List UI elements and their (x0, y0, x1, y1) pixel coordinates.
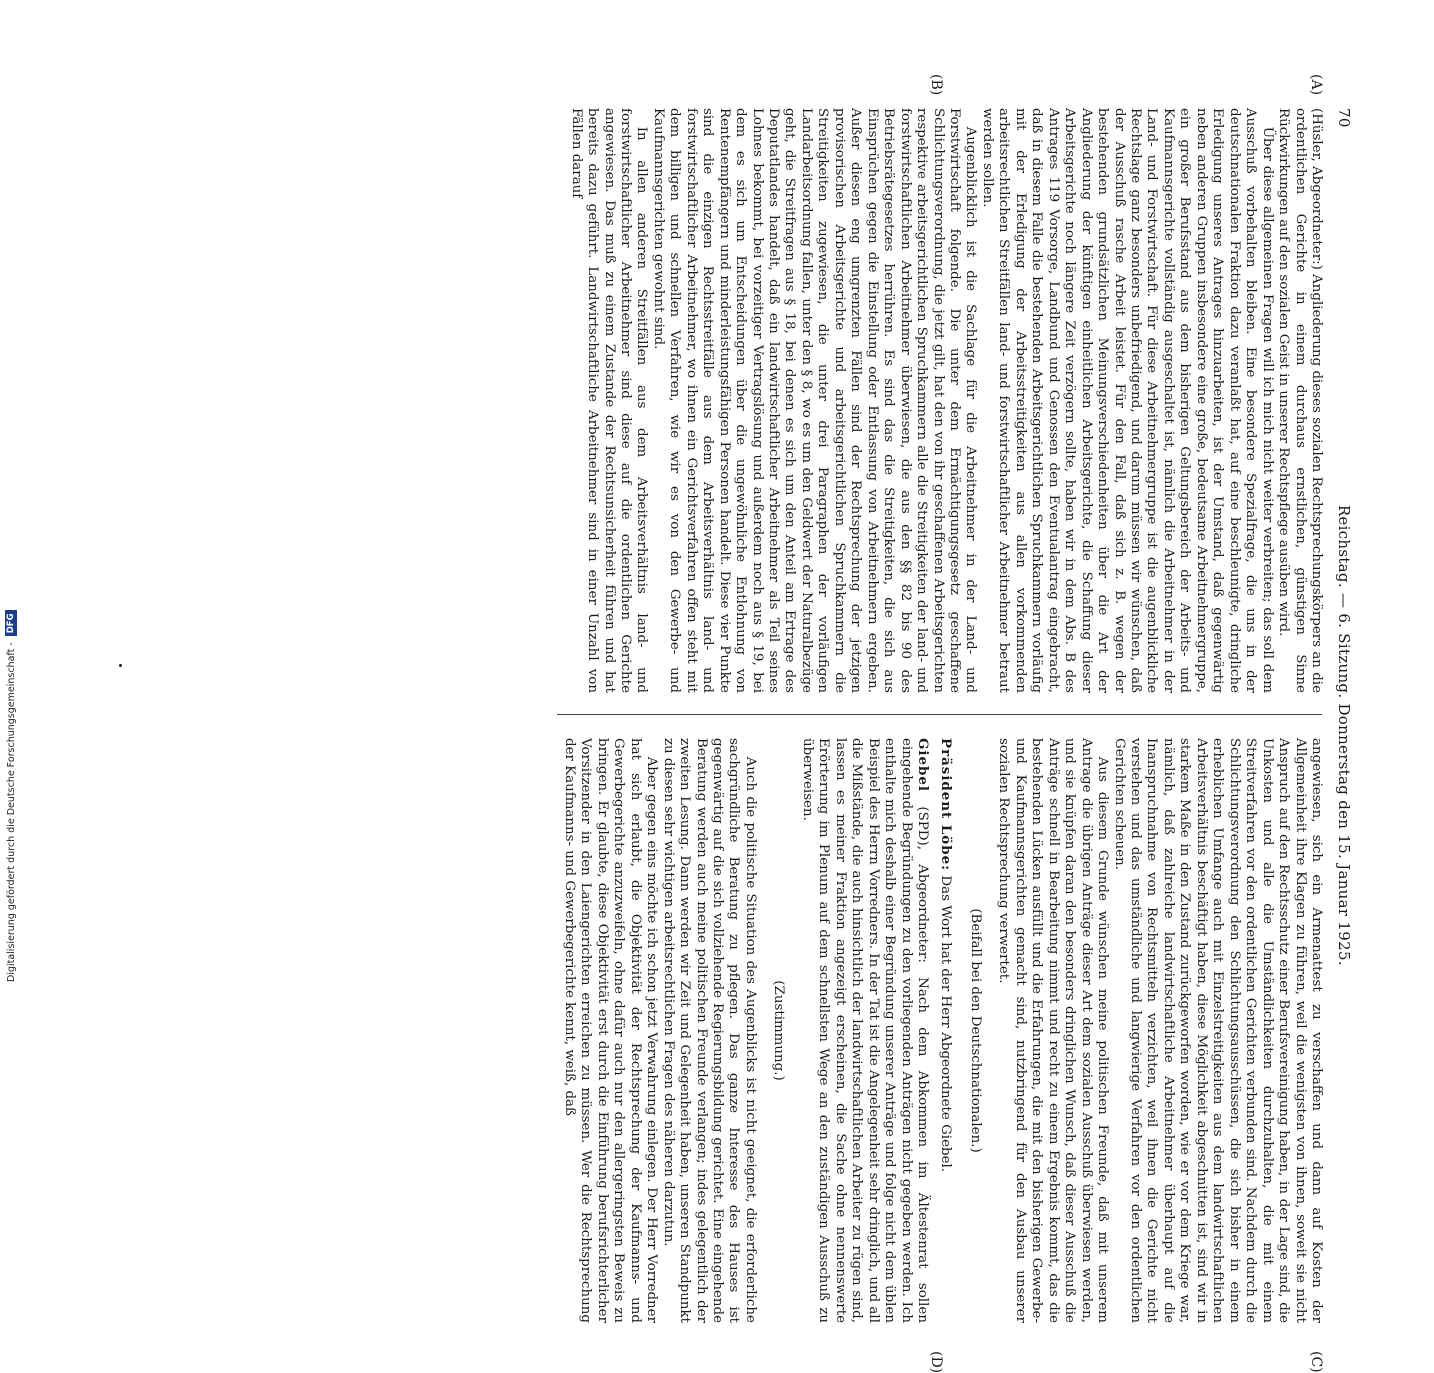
page-title: Reichstag. — 6. Sitzung. Donnerstag den 15. Januar 1925. (1335, 504, 1353, 966)
credit-text: Digitalisierung gefördert durch die Deutsche Forschungsgemeinschaft - (5, 642, 17, 982)
paragraph: Aber gegen eins möchte ich schon jetzt Verwahrung einlegen. Der Herr Vorredner hat sich erlaubt, die Objektivität der Rechtsprechung der Kaufmanns- und Gewerbegerichte anzuzweifeln, ohne dafür auch nur den allergeringsten Beweis zu bringen. Er glaubte, diese Objektivität erst durch die Einführung berufsrichterlicher Vorsitzender in den Laiengerichten erreichen zu müssen. Wer die Rechtsprechung der Kaufmanns- und Gewerbegerichte kennt, weiß, daß (561, 738, 660, 1323)
column-divider (557, 714, 1322, 715)
margin-letter-a: (A) (1308, 74, 1324, 96)
speaker-party: (SPD), Abgeordneter: (915, 806, 931, 963)
paragraph: (Hüsler, Abgeordneter:) Angliederung dieses sozialen Rechtsprechungskörpers an die ordentlichen Gerichte in einem durchaus ernstlichen, günstigen Sinne Rückwirkungen auf den sozialen Geist in unserer Rechtspflege ausüben wird. (1276, 108, 1324, 693)
giebel-speech-intro (798, 738, 931, 1323)
page-header (1326, 108, 1352, 1343)
applause-note: (Beifall bei den Deutschnationalen.) (967, 908, 983, 1153)
dfg-logo: DFG (5, 610, 17, 636)
left-column (567, 108, 1324, 693)
agreement-note: (Zustimmung.) (771, 980, 787, 1081)
paragraph: Über diese allgemeinen Fragen will ich mich nicht weiter verbreiten; das soll dem Ausschuß vorbehalten bleiben. Eine besondere Spezialfrage, die uns in der deutschnationalen Fraktion dazu veranlaßt hat, auf eine beschleunigte, dringliche Erledigung unseres Antrages hinzuarbeiten, ist der Umstand, daß gegenwärtig neben anderen Gruppen insbesondere eine große, bedeutsame Arbeitnehmergruppe, ein großer Berufsstand aus dem bisherigen Geltungsbereich der Arbeits- und Kaufmannsgerichte vollständig ausgeschaltet ist, nämlich die Arbeitnehmer in der Land- und Forstwirtschaft. Für diese Arbeitnehmergruppe ist die augenblickliche Rechtslage ganz besonders unbefriedigend, und darum müssen wir wünschen, daß der Ausschuß rasche Arbeit leistet. Für den Fall, daß sich z. B. wegen der bestehenden grundsätzlichen Meinungsverschiedenheiten über die Art der Angliederung der künftigen einheitlichen Arbeitsgerichte, die Schaffung dieser Arbeitsgerichte noch längere Zeit verzögern sollte, haben wir in dem Abs. B des Antrages 119 Vorsorge, Landbund und Genossen den Eventualantrag eingebracht, daß in diesem Falle die bestehenden Arbeitsgerichtlichen Spruchkammern vorläufig mit der Erledigung der Arbeitsstreitigkeiten aus allen vorkommenden arbeitsrechtlichen Streitfällen land- und forstwirtschaftlicher Arbeitnehmer betraut werden sollen. (979, 108, 1275, 693)
ink-speck (119, 664, 122, 667)
margin-letter-d: (D) (928, 1351, 944, 1373)
president-remark (937, 738, 954, 1323)
page-number: 70 (1335, 108, 1353, 128)
speaker-name: Präsident Löbe: (938, 738, 955, 872)
rotated-newspaper-page (117, 74, 1353, 1373)
paragraph: Auch die politische Situation des Augenblicks ist nicht geeignet, die erforderliche sachgründliche Beratung zu pflegen. Das ganze Interesse des Hauses ist gegenwärtig auf die sich vollziehende Regierungsbildung gerichtet. Eine eingehende Beratung werden auch meine politischen Freunde verlangen; indes gelegentlich der zweiten Lesung. Dann werden wir Zeit und Gelegenheit haben, unseren Standpunkt zu diesen sehr wichtigen arbeitsrechtlichen Fragen des näheren darzutun. (660, 738, 758, 1323)
digitization-credit (4, 0, 18, 1000)
paragraph: Augenblicklich ist die Sachlage für die Arbeitnehmer in der Land- und Forstwirtschaft folgende. Die unter dem Ermächtigungsgesetz geschaffene Schlichtungsverordnung, die jetzt gilt, hat den von ihr geschaffenen Arbeitsgerichten respektive arbeitsgerichtlichen Spruchkammern alle die Streitigkeiten der land- und forstwirtschaftlichen Arbeitnehmer überwiesen, die aus den §§ 82 bis 90 des Betriebsrätegesetzes herrühren. Es sind das die Streitigkeiten, die sich aus Einsprüchen gegen die Einstellung oder Entlassung von Arbeitnehmern ergeben. Außer diesen eng umgrenzten Fällen sind der Rechtsprechung der jetzigen provisorischen Arbeitsgerichte und arbeitsgerichtlichen Spruchkammern die Streitigkeiten zugewiesen, die unter drei Paragraphen der vorläufigen Landarbeitsordnung fallen, unter den § 8, wo es um den Geldwert der Naturalbezüge geht, die Streitfragen aus § 18, bei denen es sich um den Anteil am Ertrage des Deputatlandes handelt, daß ein landwirtschaftlicher Arbeitnehmer als Teil seines Lohnes bekommt, bei vorzeitiger Vertragslösung und außerdem noch aus § 19, bei dem es sich um Entscheidungen über die ungewöhnliche Entlohnung von Rentenempfängern und minderleistungsfähigen Personen handelt. Diese vier Punkte sind die einzigen Rechtsstreitfälle aus dem Arbeitsverhältnis land- und forstwirtschaftlicher Arbeitnehmer, wo ihnen ein Gerichtsverfahren offen steht mit dem billigen und schnellen Verfahren, wie wir es von den Gewerbe- und Kaufmannsgerichten gewohnt sind. (650, 108, 979, 693)
paragraph: In allen anderen Streitfällen aus dem Arbeitsverhältnis land- und forstwirtschaftlicher Arbeitnehmer sind diese auf die ordentlichen Gerichte angewiesen. Das muß zu einem Zustande der Rechtsunsicherheit führen und hat bereits dazu geführt. Landwirtschaftliche Arbeitnehmer sind in einer Unzahl von Fällen darauf (568, 108, 650, 693)
margin-letter-c: (C) (1308, 1351, 1324, 1373)
president-text: Das Wort hat der Herr Abgeordnete Giebel. (938, 875, 954, 1173)
paragraph: Nach dem Abkommen im Ältestenrat sollen eingehende Begründungen zu den vorliegenden Anträgen nicht gegeben werden. Ich enthalte mich deshalb einer Begründung unserer Anträge und folge nicht dem üblen Beispiel des Herrn Vorredners. In der Tat ist die Angelegenheit sehr dringlich, und all die Mißstände, die auch hinsichtlich der landwirtschaftlichen Arbeiter zu rügen sind, lassen es meiner Fraktion angezeigt erscheinen, die Sache ohne nennenswerte Erörterung im Plenum auf dem schnellsten Wege an den zuständigen Ausschuß zu überweisen. (799, 738, 931, 1323)
paragraph: angewiesen, sich ein Armenattest zu verschaffen und dann auf Kosten der Allgemeinheit ihre Klagen zu führen, weil die wenigsten von ihnen, soweit sie nicht Anspruch auf den Rechtsschutz einer Berufsvereinigung haben, in der Lage sind, die Unkosten und alle die Umständlichkeiten durchzuhalten, die mit einem Streitverfahren vor den ordentlichen Gerichten verbunden sind. Nachdem durch die Schlichtungsverordnung den Schlichtungsausschüssen, die sich bisher in einem erheblichen Umfange auch mit Einzelstreitigkeiten aus dem landwirtschaftlichen Arbeitsverhältnis beschäftigt haben, diese Möglichkeit abgeschnitten ist, sind wir in starkem Maße in den Zustand zurückgeworfen worden, wie er vor dem Kriege war, nämlich, daß zahlreiche landwirtschaftliche Arbeitnehmer überhaupt auf die Inanspruchnahme von Rechtsmitteln verzichten, weil ihnen die Gerichte nicht verstehen und das umständliche und langwierige Verfahren vor den ordentlichen Gerichten scheuen. (1111, 738, 1324, 1323)
right-column (561, 738, 1324, 1323)
speaker-name: Giebel (915, 738, 932, 793)
margin-letter-b: (B) (928, 74, 944, 96)
paragraph: Aus diesem Grunde wünschen meine politischen Freunde, daß mit unserem Antrage die übrigen Anträge dieser Art dem sozialen Ausschuß überwiesen werden, und sie knüpfen daran den besonders dringlichen Wunsch, daß dieser Ausschuß die Anträge schnell in Bearbeitung nimmt und recht zu einem Ergebnis kommt, das die bestehenden Lücken ausfüllt und die Erfahrungen, die mit den bisherigen Gewerbe- und Kaufmannsgerichten gemacht sind, nutzbringend für den Ausbau unserer sozialen Rechtsprechung verwertet. (996, 738, 1111, 1323)
